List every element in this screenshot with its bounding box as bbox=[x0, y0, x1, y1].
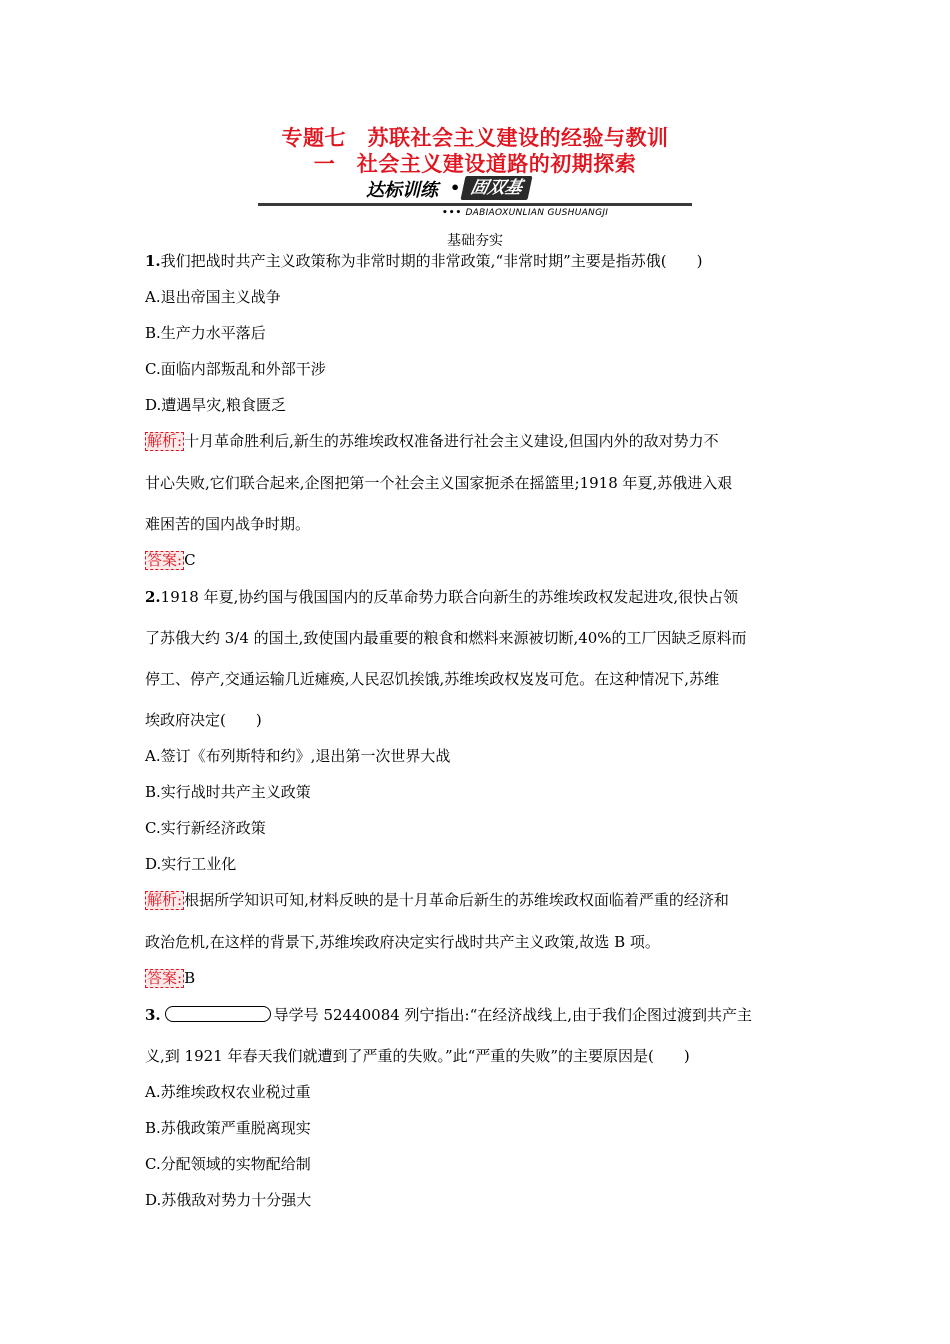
question-number: 2. bbox=[145, 588, 161, 606]
question-1-option-a: A.退出帝国主义战争 bbox=[145, 288, 281, 306]
question-2-analysis bbox=[145, 890, 810, 910]
banner-badge: 固双基 bbox=[460, 176, 532, 200]
analysis-tag: 解析: bbox=[147, 891, 183, 909]
banner-subtitle bbox=[442, 208, 608, 218]
analysis-text-line: 政治危机,在这样的背景下,苏维埃政府决定实行战时共产主义政策,故选 B 项。 bbox=[145, 933, 660, 951]
answer-value: C bbox=[184, 551, 196, 569]
banner-pinyin: DABIAOXUNLIAN GUSHUANGJI bbox=[465, 208, 609, 218]
question-2-answer bbox=[145, 968, 810, 988]
analysis-text-line: 甘心失败,它们联合起来,企图把第一个社会主义国家扼杀在摇篮里;1918 年夏,苏俄进入艰 bbox=[145, 474, 733, 492]
answer-value: B bbox=[184, 969, 196, 987]
section-banner bbox=[258, 176, 692, 222]
question-2-option-d: D.实行工业化 bbox=[145, 855, 237, 873]
answer-tag: 答案: bbox=[147, 551, 183, 569]
banner-dot: • bbox=[450, 178, 461, 197]
question-number: 3. bbox=[145, 1006, 161, 1024]
question-3-option-b: B.苏俄政策严重脱离现实 bbox=[145, 1119, 311, 1137]
question-2-option-a: A.签订《布列斯特和约》,退出第一次世界大战 bbox=[145, 747, 451, 765]
page-title: 专题七 苏联社会主义建设的经验与教训 bbox=[281, 126, 669, 150]
question-2-stem bbox=[145, 587, 810, 607]
question-stem-line: 了苏俄大约 3/4 的国土,致使国内最重要的粮食和燃料来源被切断,40%的工厂因缺乏原料而 bbox=[145, 629, 747, 647]
banner-label: 达标训练 bbox=[366, 180, 438, 201]
question-number: 1. bbox=[145, 252, 161, 270]
question-3-option-a: A.苏维埃政权农业税过重 bbox=[145, 1083, 311, 1101]
question-stem-text: 1918 年夏,协约国与俄国国内的反革命势力联合向新生的苏维埃政权发起进攻,很快占领 bbox=[160, 588, 739, 606]
question-stem-line: 义,到 1921 年春天我们就遭到了严重的失败。”此“严重的失败”的主要原因是( ) bbox=[145, 1047, 690, 1065]
banner-rule bbox=[258, 203, 692, 206]
question-2-option-b: B.实行战时共产主义政策 bbox=[145, 783, 311, 801]
question-3-option-c: C.分配领域的实物配给制 bbox=[145, 1155, 311, 1173]
question-1-option-c: C.面临内部叛乱和外部干涉 bbox=[145, 360, 326, 378]
answer-tag: 答案: bbox=[147, 969, 183, 987]
question-3-option-d: D.苏俄敌对势力十分强大 bbox=[145, 1191, 312, 1209]
question-stem-text: 导学号 52440084 列宁指出:“在经济战线上,由于我们企图过渡到共产主 bbox=[273, 1006, 753, 1024]
page-subtitle: 一 社会主义建设道路的初期探索 bbox=[313, 152, 637, 176]
question-stem-text: 我们把战时共产主义政策称为非常时期的非常政策,“非常时期”主要是指苏俄( ) bbox=[160, 252, 703, 270]
question-1-option-d: D.遭遇旱灾,粮食匮乏 bbox=[145, 396, 287, 414]
question-1-stem bbox=[145, 251, 810, 271]
question-1-option-b: B.生产力水平落后 bbox=[145, 324, 266, 342]
section-heading: 基础夯实 bbox=[447, 233, 503, 249]
question-3-stem bbox=[145, 1005, 810, 1025]
question-1-answer bbox=[145, 550, 810, 570]
banner-dots: ••• bbox=[442, 208, 463, 218]
question-stem-line: 停工、停产,交通运输几近瘫痪,人民忍饥挨饿,苏维埃政权岌岌可危。在这种情况下,苏维 bbox=[145, 670, 720, 688]
analysis-text-line: 难困苦的国内战争时期。 bbox=[145, 515, 311, 533]
analysis-text: 根据所学知识可知,材料反映的是十月革命后新生的苏维埃政权面临着严重的经济和 bbox=[184, 891, 729, 909]
analysis-text: 十月革命胜利后,新生的苏维埃政权准备进行社会主义建设,但国内外的敌对势力不 bbox=[184, 432, 719, 450]
reference-link-box[interactable] bbox=[165, 1006, 271, 1022]
question-2-option-c: C.实行新经济政策 bbox=[145, 819, 266, 837]
question-1-analysis bbox=[145, 431, 810, 451]
analysis-tag: 解析: bbox=[147, 432, 183, 450]
question-stem-line: 埃政府决定( ) bbox=[145, 711, 262, 729]
